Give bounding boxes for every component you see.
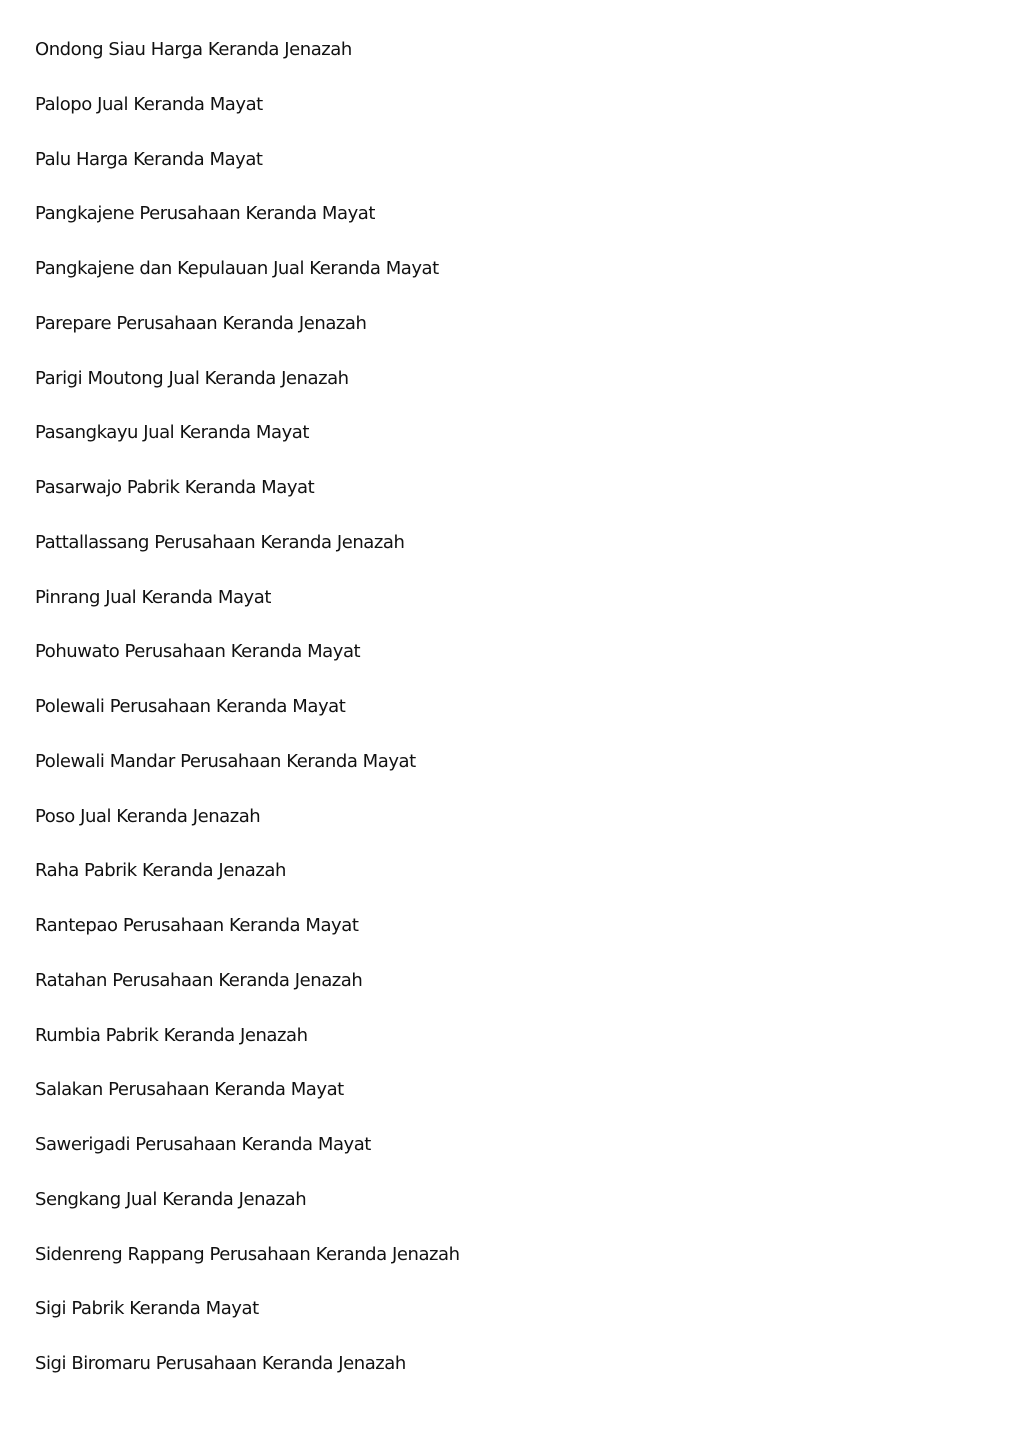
list-item [35, 310, 460, 365]
list-item [35, 1186, 460, 1241]
list-item [35, 1350, 460, 1405]
list-link[interactable]: Sawerigadi Perusahaan Keranda Mayat [35, 1134, 371, 1155]
list-item [35, 803, 460, 858]
list-link[interactable]: Rantepao Perusahaan Keranda Mayat [35, 915, 359, 936]
list-link[interactable]: Poso Jual Keranda Jenazah [35, 805, 261, 827]
list-link[interactable]: Raha Pabrik Keranda Jenazah [35, 860, 286, 882]
list-link[interactable]: Pangkajene Perusahaan Keranda Mayat [35, 203, 375, 225]
list-link[interactable]: Polewali Perusahaan Keranda Mayat [35, 696, 346, 717]
list-item [35, 255, 460, 310]
list-link[interactable]: Rumbia Pabrik Keranda Jenazah [35, 1024, 308, 1046]
list-item [35, 584, 460, 639]
list-item [35, 36, 460, 91]
list-item [35, 419, 460, 474]
list-link[interactable]: Polewali Mandar Perusahaan Keranda Mayat [35, 750, 416, 772]
list-item [35, 967, 460, 1022]
list-link[interactable]: Ratahan Perusahaan Keranda Jenazah [35, 969, 363, 991]
list-item [35, 1131, 460, 1186]
list-link[interactable]: Pattallassang Perusahaan Keranda Jenazah [35, 531, 405, 553]
list-item [35, 693, 460, 748]
list-link[interactable]: Parepare Perusahaan Keranda Jenazah [35, 312, 367, 334]
list-link[interactable]: Pohuwato Perusahaan Keranda Mayat [35, 641, 361, 663]
list-item [35, 1022, 460, 1077]
list-item [35, 912, 460, 967]
list-item [35, 1295, 460, 1350]
list-item [35, 1076, 460, 1131]
list-item [35, 146, 460, 201]
list-item [35, 200, 460, 255]
list-link[interactable]: Palopo Jual Keranda Mayat [35, 93, 263, 115]
list-link[interactable]: Sigi Biromaru Perusahaan Keranda Jenazah [35, 1353, 406, 1374]
list-link[interactable]: Sigi Pabrik Keranda Mayat [35, 1298, 259, 1320]
list-link[interactable]: Salakan Perusahaan Keranda Mayat [35, 1079, 344, 1101]
link-list [35, 36, 460, 1405]
list-link[interactable]: Sengkang Jual Keranda Jenazah [35, 1188, 307, 1210]
list-item [35, 748, 460, 803]
list-item [35, 1241, 460, 1296]
list-link[interactable]: Pinrang Jual Keranda Mayat [35, 586, 271, 608]
list-link[interactable]: Parigi Moutong Jual Keranda Jenazah [35, 367, 349, 389]
list-link[interactable]: Pangkajene dan Kepulauan Jual Keranda Mayat [35, 258, 439, 279]
list-link[interactable]: Sidenreng Rappang Perusahaan Keranda Jenazah [35, 1243, 460, 1265]
list-item [35, 91, 460, 146]
list-item [35, 365, 460, 420]
list-item [35, 529, 460, 584]
list-link[interactable]: Pasangkayu Jual Keranda Mayat [35, 422, 309, 444]
list-item [35, 857, 460, 912]
list-item [35, 474, 460, 529]
list-link[interactable]: Palu Harga Keranda Mayat [35, 148, 263, 170]
list-item [35, 638, 460, 693]
list-link[interactable]: Pasarwajo Pabrik Keranda Mayat [35, 477, 315, 498]
list-link[interactable]: Ondong Siau Harga Keranda Jenazah [35, 39, 352, 60]
